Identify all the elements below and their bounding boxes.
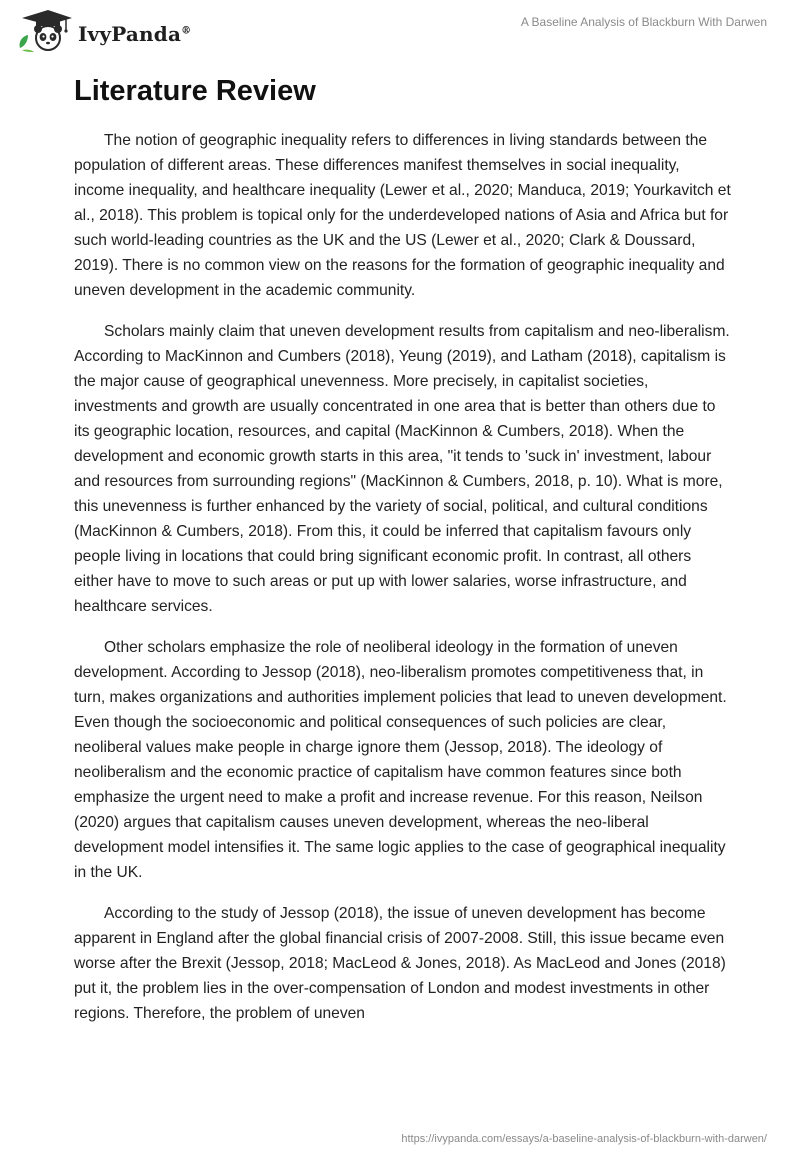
ivypanda-logo[interactable] xyxy=(14,8,199,52)
article-body xyxy=(74,74,734,1042)
page-header xyxy=(0,0,800,60)
document-title: A Baseline Analysis of Blackburn With Darwen xyxy=(520,15,767,29)
paragraph: According to the study of Jessop (2018), the issue of uneven development has become apparent in England after the global financial crisis of 2007-2008. Still, this issue became even worse after the Brexit (Jessop, 2018; MacLeod & Jones, 2018). As MacLeod and Jones (2018) put it, the problem lies in the over-compensation of London and modest investments in other regions. Therefore, the problem of uneven xyxy=(74,905,726,1022)
paragraph: Other scholars emphasize the role of neoliberal ideology in the formation of uneven development. According to Jessop (2018), neo-liberalism promotes competitiveness that, in turn, makes organizations and authorities implement policies that lead to uneven development. Even though the socioeconomic and political consequences of such policies are clear, neoliberal values make people in charge ignore them (Jessop, 2018). The ideology of neoliberalism and the economic practice of capitalism have common features since both emphasize the urgent need to make a profit and increase revenue. For this reason, Neilson (2020) argues that capitalism causes uneven development, whereas the neo-liberal development model intensifies it. The same logic applies to the case of geographical inequality in the UK. xyxy=(74,639,727,881)
panda-graduate-icon xyxy=(14,8,74,52)
section-heading: Literature Review xyxy=(74,75,316,107)
source-url[interactable]: https://ivypanda.com/essays/a-baseline-analysis-of-blackburn-with-darwen/ xyxy=(401,1133,767,1145)
paragraph: The notion of geographic inequality refers to differences in living standards between the population of different areas. These differences manifest themselves in social inequality, income inequality, and healthcare inequality (Lewer et al., 2020; Manduca, 2019; Yourkavitch et al., 2018). This problem is topical only for the underdeveloped nations of Asia and Africa but for such world-leading countries as the UK and the US (Lewer et al., 2020; Clark & Doussard, 2019). There is no common view on the reasons for the formation of geographic inequality and uneven development in the academic community. xyxy=(74,132,731,299)
brand-name: IvyPanda® xyxy=(78,22,192,46)
paragraph: Scholars mainly claim that uneven development results from capitalism and neo-liberalism. According to MacKinnon and Cumbers (2018), Yeung (2019), and Latham (2018), capitalism is the major cause of geographical unevenness. More precisely, in capitalist societies, investments and growth are usually concentrated in one area that is better than others due to its geographic location, resources, and capital (MacKinnon & Cumbers, 2018). When the development and economic growth starts in this area, "it tends to 'suck in' investment, labour and resources from surrounding regions" (MacKinnon & Cumbers, 2018, p. 10). What is more, this unevenness is further enhanced by the variety of social, political, and cultural conditions (MacKinnon & Cumbers, 2018). From this, it could be inferred that capitalism favours only people living in locations that could bring significant economic profit. In contrast, all others either have to move to such areas or put up with lower salaries, worse infrastructure, and healthcare services. xyxy=(74,323,730,615)
